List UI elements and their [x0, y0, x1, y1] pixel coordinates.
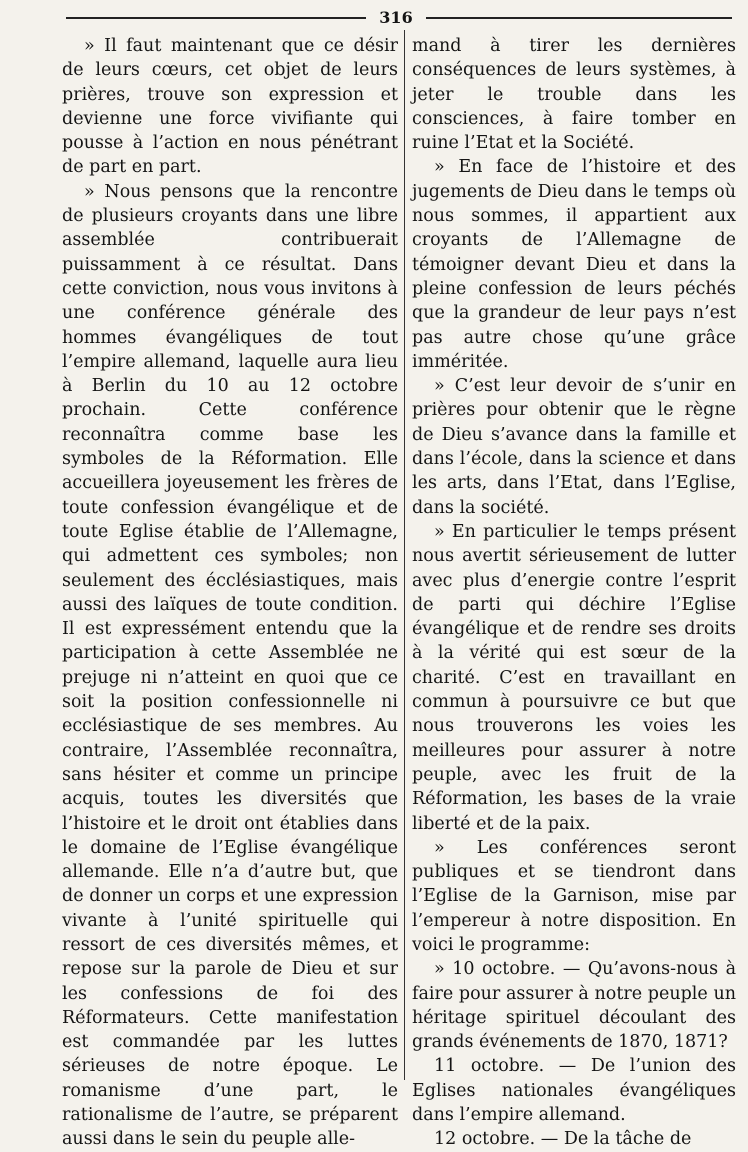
paragraph: mand à tirer les dernières conséquences de leurs systèmes, à jeter le trouble dans les consciences, à faire tomber en ruine l’Etat et la Société. [412, 36, 736, 154]
paragraph: » C’est leur devoir de s’unir en prières pour obtenir que le règne de Dieu s’avance dans la famille et dans l’école, dans la science et dans les arts, dans l’Etat, dans l’Eglise, dans la société. [412, 376, 736, 518]
paragraph: » 10 octobre. — Qu’avons-nous à faire pour assurer à notre peuple un héritage spirituel découlant des grands événements de 1870, 1871? [412, 959, 736, 1053]
header-rule-right [426, 17, 732, 19]
paragraph: » Les conférences seront publiques et se tiendront dans l’Eglise de la Garnison, mise par l’empereur à notre disposition. En voici le programme: [412, 837, 736, 955]
paragraph: » En particulier le temps présent nous avertit sérieusement de lutter avec plus d’energie contre l’esprit de parti qui déchire l’Eglise évangélique et de rendre ses droits à la vérité qui est sœur de la charité. C’est en travaillant en commun à poursuivre ce but que nous trouverons les voies les meilleures pour assurer à notre peuple, avec les fruit de la Réformation, les bases de la vraie liberté et de la paix. [412, 521, 736, 834]
right-column [412, 34, 736, 1152]
paragraph: 12 octobre. — De la tâche de [434, 1129, 692, 1150]
paragraph: » Il faut maintenant que ce désir de leurs cœurs, cet objet de leurs prières, trouve son expression et devienne une force vivifiante qui pousse à l’action en nous pénétrant de part en part. [62, 36, 398, 178]
paragraph: 11 octobre. — De l’union des Eglises nationales évangéliques dans l’empire allemand. [412, 1056, 736, 1126]
page-number: 316 [379, 8, 413, 27]
column-divider [404, 30, 405, 1080]
page-header [66, 8, 732, 28]
paragraph: » Nous pensons que la rencontre de plusieurs croyants dans une libre assemblée contribuerait puissamment à ce résultat. Dans cette conviction, nous vous invitons à une conférence générale des hommes évangéliques de tout l’empire allemand, laquelle aura lieu à Berlin du 10 au 12 octobre prochain. Cette conférence reconnaîtra comme base les symboles de la Réformation. Elle accueillera joyeusement les frères de toute confession évangélique et de toute Eglise établie de l’Allemagne, qui admettent ces symboles; non seulement des écclésiastiques, mais aussi des laïques de toute condition. Il est expressément entendu que la participation à cette Assemblée ne prejuge ni n’atteint en quoi que ce soit la position confessionnelle ni ecclésiastique de ses membres. Au contraire, l’Assemblée reconnaîtra, sans hésiter et comme un principe acquis, toutes les diversités que l’histoire et le droit ont établies dans le domaine de l’Eglise évangélique allemande. Elle n’a d’autre but, que de donner un corps et une expression vivante à l’unité spirituelle qui ressort de ces diversités mêmes, et repose sur la parole de Dieu et sur les confessions de foi des Réformateurs. Cette manifestation est commandée par les luttes sérieuses de notre époque. Le romanisme d’une part, le rationalisme de l’autre, se préparent aussi dans le sein du peuple alle- [62, 181, 398, 1150]
header-rule-left [66, 17, 366, 19]
paragraph: » En face de l’histoire et des jugements de Dieu dans le temps où nous sommes, il appartient aux croyants de l’Allemagne de témoigner devant Dieu et dans la pleine confession de leurs péchés que la grandeur de leur pays n’est pas autre chose qu’une grâce imméritée. [412, 157, 736, 372]
left-column [62, 34, 398, 1152]
